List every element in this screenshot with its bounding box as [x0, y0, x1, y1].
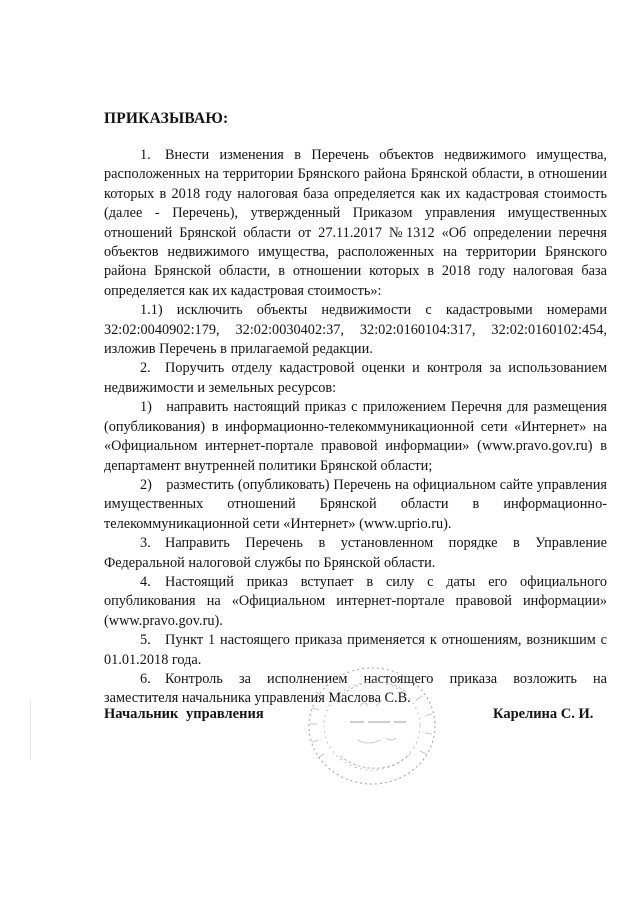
signatory-name: Карелина С. И. [493, 706, 594, 722]
scan-artifact [30, 700, 31, 760]
paragraph-3: 3. Направить Перечень в установленном порядке в Управление Федеральной налоговой службы по Брянской области. [104, 535, 607, 571]
paragraph-2-1: 1) направить настоящий приказ с приложением Перечня для размещения (опубликования) в информационно-телекоммуникационной сети «Интернет» на «Официальном интернет-портале правовой информации» (www.pravo.gov.ru) в департамент внутренней политики Брянской области; [104, 399, 607, 474]
order-heading: ПРИКАЗЫВАЮ: [104, 110, 229, 127]
seal-stamp [298, 662, 448, 790]
paragraph-2: 2. Поручить отделу кадастровой оценки и контроля за использованием недвижимости и земельных ресурсов: [104, 360, 607, 396]
paragraph-1: 1. Внести изменения в Перечень объектов недвижимого имущества, расположенных на территории Брянского района Брянской области, в отношении которых в 2018 году налоговая база определяется как их кадастровая стоимость (далее - Перечень), утвержденный Приказом управления имущественных отношений Брянской области от 27.11.2017 №1312 «Об определении перечня объектов недвижимого имущества, расположенных на территории Брянского района Брянской области, в отношении которых в 2018 году налоговая база определяется как их кадастровая стоимость»: [104, 147, 607, 299]
order-body [104, 146, 607, 709]
paragraph-5: 5. Пункт 1 настоящего приказа применяется к отношениям, возникшим с 01.01.2018 года. [104, 632, 607, 668]
paragraph-6: 6. Контроль за исполнением настоящего приказа возложить на заместителя начальника управления Маслова С.В. [104, 670, 607, 707]
paragraph-1-1: 1.1) исключить объекты недвижимости с кадастровыми номерами 32:02:0040902:179, 32:02:0030402:37, 32:02:0160104:317, 32:02:0160102:454, изложив Перечень в прилагаемой редакции. [104, 302, 607, 358]
paragraph-2-2: 2) разместить (опубликовать) Перечень на официальном сайте управления имущественных отношений Брянской области в информационно-телекоммуникационной сети «Интернет» (www.uprio.ru). [104, 476, 607, 532]
paragraph-4: 4. Настоящий приказ вступает в силу с даты его официального опубликования на «Официальном интернет-портале правовой информации» (www.pravo.gov.ru). [104, 573, 607, 629]
signatory-position: Начальник управления [104, 706, 264, 722]
